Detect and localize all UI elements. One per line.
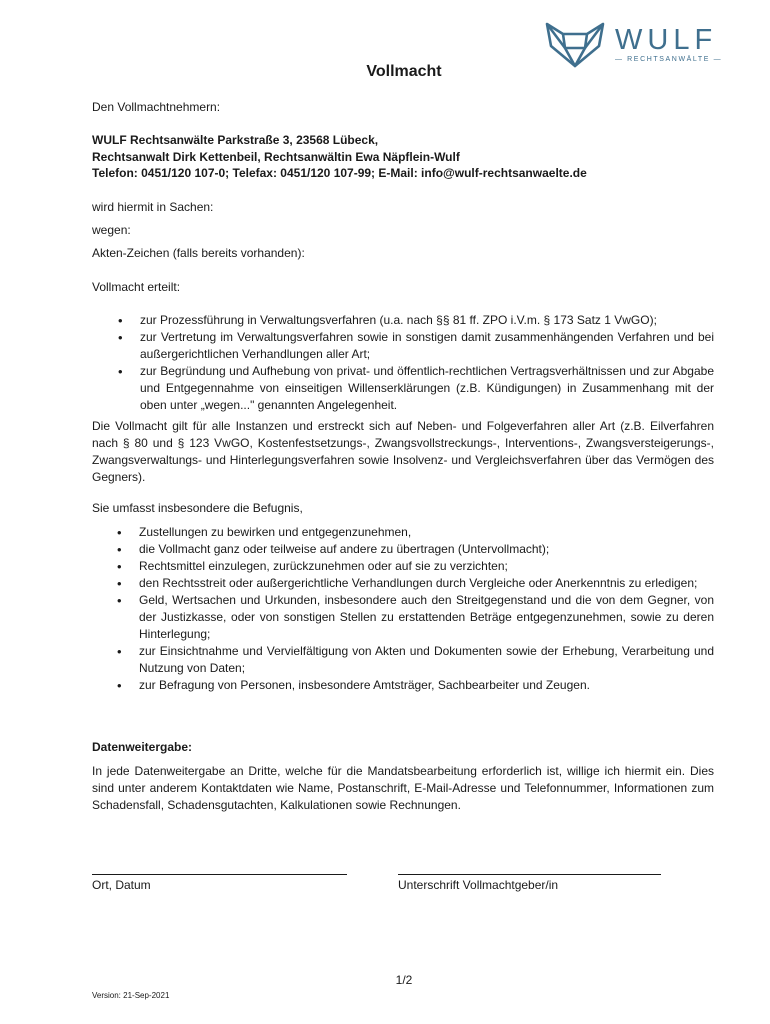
list-item: • zur Einsichtnahme und Vervielfältigung von Akten und Dokumenten sowie der Erhebung, Verarbeitung und Nutzung von Daten; [139, 643, 714, 677]
version-label: Version: 21-Sep-2021 [92, 991, 170, 1000]
logo-wordmark: WULF [615, 24, 718, 56]
field-sachen: wird hiermit in Sachen: [92, 200, 214, 214]
firm-address: WULF Rechtsanwälte Parkstraße 3, 23568 Lübeck, [92, 133, 379, 147]
list-item: • Rechtsmittel einzulegen, zurückzunehmen oder auf sie zu verzichten; [139, 558, 714, 575]
logo-subtitle: — RECHTSANWÄLTE — [615, 56, 723, 63]
list-item: • zur Vertretung im Verwaltungsverfahren sowie in sonstigen damit zusammenhängenden Verfahren und bei außergerichtlichen Verhandlungen aller Art; [140, 329, 714, 363]
validity-paragraph: Die Vollmacht gilt für alle Instanzen und erstreckt sich auf Neben- und Folgeverfahren aller Art (z.B. Eilverfahren nach § 80 und § 123 VwGO, Kostenfestsetzungs-, Zwangsvollstreckungs-, Interventions-, Zwangsversteigerungs-, Zwangsverwaltungs- und Hinterlegungsverfahren sowie Insolvenz- und Vergleichsverfahren über das Vermögen des Gegners). [92, 419, 714, 484]
firm-lawyers: Rechtsanwalt Dirk Kettenbeil, Rechtsanwältin Ewa Näpflein-Wulf [92, 150, 460, 164]
list-item: • zur Prozessführung in Verwaltungsverfahren (u.a. nach §§ 81 ff. ZPO i.V.m. § 173 Satz 1 VwGO); [140, 312, 714, 329]
list-item: • zur Befragung von Personen, insbesondere Amtsträger, Sachbearbeiter und Zeugen. [139, 677, 714, 694]
signature-line-place-date [92, 874, 347, 875]
list-item: • den Rechtsstreit oder außergerichtliche Verhandlungen durch Vergleiche oder Anerkenntnis zu erledigen; [139, 575, 714, 592]
list-item: • Geld, Wertsachen und Urkunden, insbesondere auch den Streitgegenstand und die von dem Gegner, von der Justizkasse, oder von sonstigen Stellen zu erstattenden Beträge entgegenzunehmen, sowie zu deren Hinterlegung; [139, 592, 714, 643]
list-item: • Zustellungen zu bewirken und entgegenzunehmen, [139, 524, 714, 541]
page-number: 1/2 [395, 973, 413, 987]
signature-label: Unterschrift Vollmachtgeber/in [398, 878, 559, 892]
list-item: • die Vollmacht ganz oder teilweise auf andere zu übertragen (Untervollmacht); [139, 541, 714, 558]
list-item: • zur Begründung und Aufhebung von privat- und öffentlich-rechtlichen Vertragsverhältnissen und zur Abgabe und Entgegennahme von einseitigen Willenserklärungen (z.B. Kündigungen) in Zusammenhang mit der oben unter „wegen..." genannten Angelegenheit. [140, 363, 714, 414]
document-title: Vollmacht [366, 63, 442, 80]
place-date-label: Ort, Datum [92, 878, 151, 892]
data-sharing-heading: Datenweitergabe: [92, 740, 193, 754]
field-wegen: wegen: [92, 223, 131, 237]
firm-contact: Telefon: 0451/120 107-0; Telefax: 0451/120 107-99; E-Mail: info@wulf-rechtsanwaelte.de [92, 166, 587, 180]
intro-text: Den Vollmachtnehmern: [92, 100, 221, 114]
powers-intro: Sie umfasst insbesondere die Befugnis, [92, 501, 303, 515]
field-erteilt: Vollmacht erteilt: [92, 280, 181, 294]
fox-logo-icon [543, 20, 607, 68]
data-sharing-text: In jede Datenweitergabe an Dritte, welche für die Mandatsbearbeitung erforderlich ist, willige ich hiermit ein. Dies sind unter anderem Kontaktdaten wie Name, Postanschrift, E-Mail-Adresse und Telefonnummer, Informationen zum Schadensfall, Schadensgutachten, Kalkulationen sowie Rechnungen. [92, 764, 714, 812]
powers-list [139, 524, 714, 694]
field-aktenzeichen: Akten-Zeichen (falls bereits vorhanden): [92, 246, 305, 260]
scope-list [140, 312, 714, 414]
signature-line-principal [398, 874, 661, 875]
